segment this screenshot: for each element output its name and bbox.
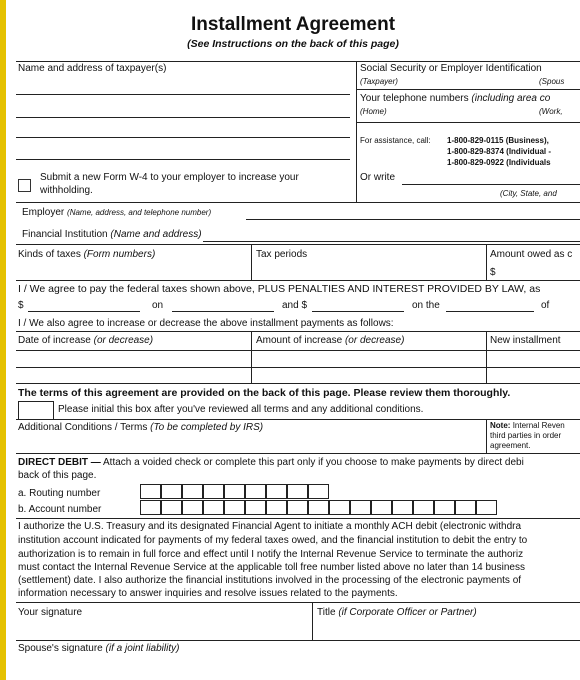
section-rule	[16, 640, 580, 641]
digit-cell[interactable]	[350, 500, 371, 515]
note-line-1	[490, 421, 565, 430]
pay-and-dollar: and $	[282, 300, 308, 311]
section-rule	[16, 453, 580, 454]
note-line-2: third parties in order	[490, 431, 562, 440]
spouse-signature-text: Spouse's signature	[18, 643, 103, 654]
digit-cell[interactable]	[245, 500, 266, 515]
assistance-line-3: 1-800-829-0922 (Individuals	[447, 158, 551, 167]
date-increase-text: Date of increase	[18, 335, 91, 346]
home-label: (Home)	[360, 107, 387, 116]
name-address-label: Name and address of taxpayer(s)	[18, 63, 167, 74]
ssn-rule	[356, 89, 580, 90]
form-page	[6, 0, 580, 680]
assistance-line-2: 1-800-829-8374 (Individual -	[447, 147, 552, 156]
section-rule	[16, 602, 580, 603]
employer-line[interactable]	[246, 219, 580, 220]
name-line-4[interactable]	[16, 159, 350, 160]
section-rule	[16, 202, 580, 203]
amount-increase-note: (or decrease)	[344, 335, 405, 346]
digit-cell[interactable]	[161, 500, 182, 515]
additional-conditions-label	[18, 422, 263, 434]
form-subtitle: (See Instructions on the back of this page)	[187, 38, 399, 50]
employer-note: (Name, address, and telephone number)	[67, 208, 212, 217]
section-rule	[16, 331, 580, 332]
increase-row-rule	[16, 367, 580, 368]
title-label-text: Title	[317, 607, 336, 618]
note-text-1: Internal Reven	[512, 421, 565, 430]
column-divider	[251, 331, 252, 383]
debit-text-1	[18, 457, 524, 469]
pay-date-line[interactable]	[172, 311, 274, 312]
digit-cell[interactable]	[455, 500, 476, 515]
column-divider	[356, 61, 357, 203]
name-line-3[interactable]	[16, 137, 350, 138]
digit-cell[interactable]	[266, 484, 287, 499]
auth-line-2: institution account indicated for payments of my federal taxes owed, and the financial institution to debit the entry to	[18, 535, 528, 546]
w4-label-line-1: Submit a new Form W-4 to your employer to increase your	[40, 172, 299, 183]
section-rule	[16, 61, 580, 62]
auth-line-4: must contact the Internal Revenue Service at the applicable toll free number listed above no later than 14 business	[18, 562, 525, 573]
name-line-2[interactable]	[16, 117, 350, 118]
w4-checkbox[interactable]	[18, 179, 31, 192]
city-state-label: (City, State, and	[500, 189, 557, 198]
digit-cell[interactable]	[224, 484, 245, 499]
digit-cell[interactable]	[476, 500, 497, 515]
digit-cell[interactable]	[203, 500, 224, 515]
initial-label: Please initial this box after you've reviewed all terms and any additional conditions.	[58, 404, 424, 415]
digit-cell[interactable]	[308, 484, 329, 499]
initial-box[interactable]	[18, 401, 54, 420]
name-line-1[interactable]	[16, 94, 350, 95]
financial-line[interactable]	[203, 241, 580, 242]
pay-on: on	[152, 300, 164, 311]
auth-line-1: I authorize the U.S. Treasury and its designated Financial Agent to initiate a monthly ACH debit (electronic withdra	[18, 521, 522, 532]
column-divider	[312, 602, 313, 640]
digit-cell[interactable]	[434, 500, 455, 515]
ssn-label: Social Security or Employer Identification	[360, 63, 542, 74]
digit-cell[interactable]	[140, 484, 161, 499]
account-label: b. Account number	[18, 504, 102, 515]
section-rule	[16, 419, 580, 420]
pay-on-the: on the	[412, 300, 440, 311]
kinds-taxes-note: (Form numbers)	[83, 249, 156, 260]
digit-cell[interactable]	[287, 500, 308, 515]
amount-increase-text: Amount of increase	[256, 335, 343, 346]
note-bold: Note:	[490, 421, 511, 430]
financial-note: (Name and address)	[110, 229, 202, 240]
pay-day-line[interactable]	[446, 311, 534, 312]
section-rule	[16, 280, 580, 281]
digit-cell[interactable]	[287, 484, 308, 499]
digit-cell[interactable]	[329, 500, 350, 515]
your-signature-field[interactable]	[18, 622, 308, 638]
auth-line-3: authorization is to remain in full force and effect until I notify the Internal Revenue Service to terminate the authoriz	[18, 549, 524, 560]
column-divider	[486, 244, 487, 281]
spouse-signature-note: (if a joint liability)	[105, 643, 180, 654]
pay-dollar: $	[18, 300, 24, 311]
kinds-taxes-text: Kinds of taxes	[18, 249, 81, 260]
spouse-signature-field[interactable]	[18, 656, 578, 674]
assistance-line-1: 1-800-829-0115 (Business),	[447, 136, 549, 145]
amount-owed-label: Amount owed as c	[490, 249, 573, 260]
column-divider	[486, 419, 487, 454]
date-increase-note: (or decrease)	[93, 335, 154, 346]
digit-cell[interactable]	[266, 500, 287, 515]
debit-text-1-body: Attach a voided check or complete this part only if you choose to make payments by direct debi	[103, 457, 524, 468]
digit-cell[interactable]	[413, 500, 434, 515]
taxpayer-label: (Taxpayer)	[360, 77, 398, 86]
w4-label-line-2: withholding.	[40, 185, 93, 196]
amount-increase-label	[256, 335, 404, 347]
digit-cell[interactable]	[182, 484, 203, 499]
or-write-line[interactable]	[402, 184, 580, 185]
debit-text-2: back of this page.	[18, 470, 97, 481]
digit-cell[interactable]	[182, 500, 203, 515]
kinds-taxes-label	[18, 249, 155, 261]
digit-cell[interactable]	[140, 500, 161, 515]
financial-label-text: Financial Institution	[22, 229, 108, 240]
section-rule	[16, 518, 580, 519]
agreement-line-2: I / We also agree to increase or decrease the above installment payments as follows:	[18, 318, 394, 329]
additional-conditions-text: Additional Conditions / Terms	[18, 422, 148, 433]
telephone-note: (including area co	[471, 93, 551, 104]
amount-dollar: $	[490, 267, 496, 278]
date-increase-label	[18, 335, 153, 347]
section-rule	[16, 383, 580, 384]
routing-label: a. Routing number	[18, 488, 101, 499]
employer-label-text: Employer	[22, 207, 65, 218]
tax-periods-label: Tax periods	[256, 249, 308, 260]
title-label	[317, 607, 477, 619]
financial-label	[22, 229, 202, 241]
auth-line-5: (settlement) date. I also authorize the financial institutions involved in the processing of the electronic payments of	[18, 575, 522, 586]
digit-cell[interactable]	[245, 484, 266, 499]
or-write-label: Or write	[360, 172, 395, 183]
debit-heading: DIRECT DEBIT —	[18, 457, 101, 468]
digit-cell[interactable]	[308, 500, 329, 515]
your-signature-label: Your signature	[18, 607, 83, 618]
employer-label	[22, 207, 211, 219]
column-divider	[486, 331, 487, 383]
title-label-note: (if Corporate Officer or Partner)	[338, 607, 477, 618]
additional-conditions-note: (To be completed by IRS)	[150, 422, 264, 433]
digit-cell[interactable]	[203, 484, 224, 499]
form-title: Installment Agreement	[190, 14, 396, 35]
title-field[interactable]	[317, 622, 577, 638]
column-divider	[251, 244, 252, 281]
pay-monthly-line[interactable]	[312, 311, 404, 312]
increase-row-rule	[16, 350, 580, 351]
assistance-label: For assistance, call:	[360, 136, 431, 145]
digit-cell[interactable]	[392, 500, 413, 515]
digit-cell[interactable]	[224, 500, 245, 515]
pay-amount-line[interactable]	[28, 311, 140, 312]
new-installment-label: New installment	[490, 335, 561, 346]
digit-cell[interactable]	[371, 500, 392, 515]
section-rule	[16, 244, 580, 245]
spouse-signature-label	[18, 643, 179, 655]
digit-cell[interactable]	[161, 484, 182, 499]
agreement-line-1: I / We agree to pay the federal taxes shown above, PLUS PENALTIES AND INTEREST PROVIDED BY LAW, as	[18, 283, 541, 295]
telephone-label-text: Your telephone numbers	[360, 93, 469, 104]
auth-line-6: information necessary to answer inquiries and resolve issues related to the payments.	[18, 588, 398, 599]
telephone-label	[360, 93, 550, 105]
pay-of: of	[541, 300, 550, 311]
work-label: (Work,	[539, 107, 563, 116]
spouse-label: (Spous	[539, 77, 565, 86]
telephone-rule	[356, 122, 580, 123]
terms-heading: The terms of this agreement are provided on the back of this page. Please review them thoroughly.	[18, 387, 511, 399]
note-line-3: agreement.	[490, 441, 531, 450]
